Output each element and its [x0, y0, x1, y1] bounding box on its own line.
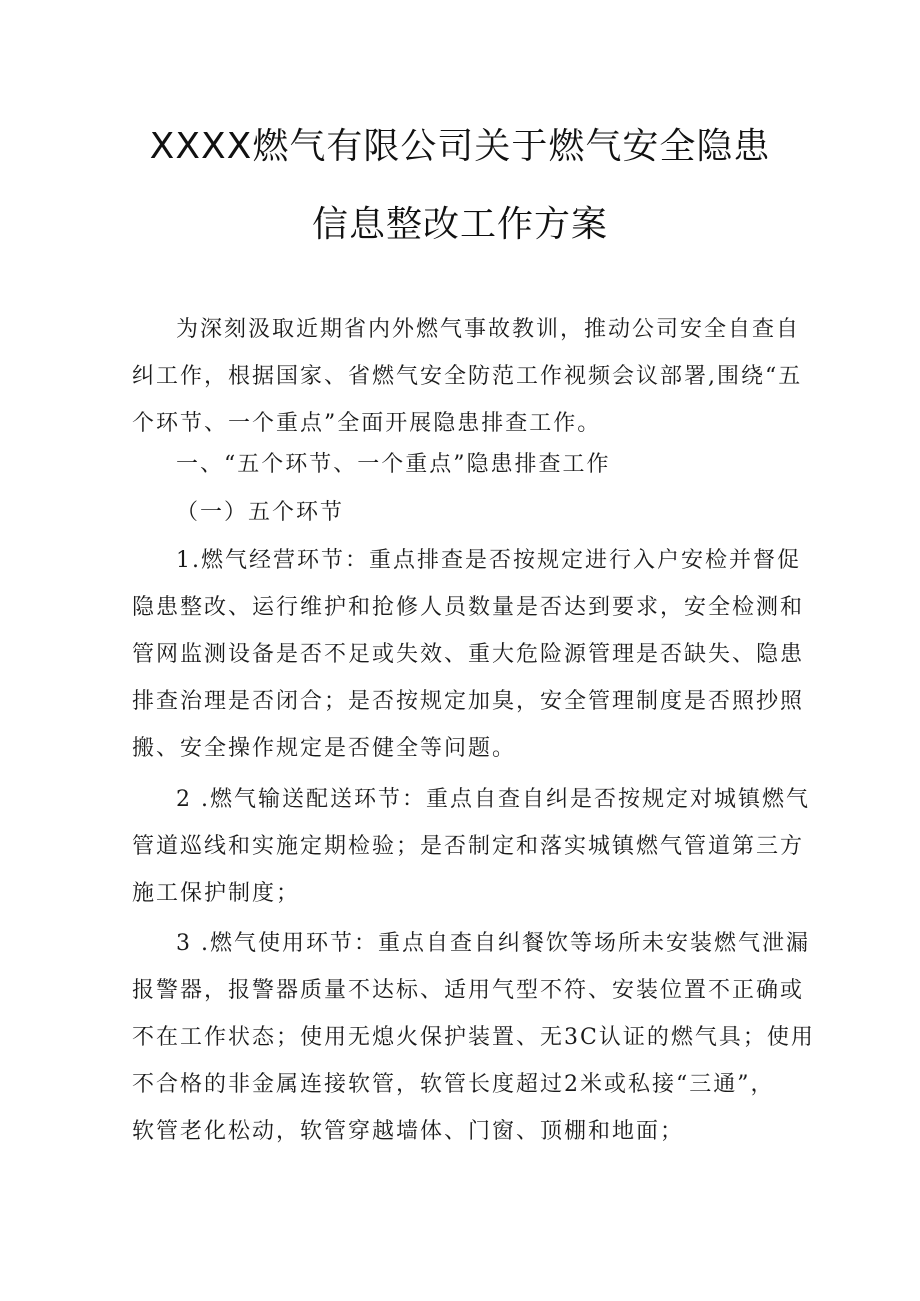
text-line: 管道巡线和实施定期检验；是否制定和落实城镇燃气管道第三方	[132, 834, 805, 859]
text-line: 隐患整改、运行维护和抢修人员数量是否达到要求，安全检测和	[132, 595, 805, 620]
item-1-paragraph	[132, 537, 805, 772]
text-line: 排查治理是否闭合；是否按规定加臭，安全管理制度是否照抄照	[132, 689, 805, 714]
text-line: 1.燃气经营环节：重点排查是否按规定进行入户安检并督促	[176, 548, 801, 573]
text-line: 不合格的非金属连接软管，软管长度超过2米或私接“三通”，	[132, 1072, 775, 1097]
subsection-heading-text: （一）五个环节	[176, 500, 345, 525]
text-line: 软管老化松动，软管穿越墙体、门窗、顶棚和地面；	[132, 1119, 685, 1144]
section-heading-text: 一、“五个环节、一个重点”隐患排查工作	[176, 452, 611, 477]
text-line: 管网监测设备是否不足或失效、重大危险源管理是否缺失、隐患	[132, 642, 805, 667]
intro-paragraph	[132, 306, 803, 447]
text-line: 个环节、一个重点”全面开展隐患排查工作。	[132, 411, 602, 436]
text-line: 搬、安全操作规定是否健全等问题。	[132, 736, 517, 761]
subsection-heading	[132, 489, 792, 536]
text-line: 施工保护制度；	[132, 881, 301, 906]
text-line: 2 .燃气输送配送环节：重点自查自纠是否按规定对城镇燃气	[176, 787, 810, 812]
document-title-line-1: XXXX燃气有限公司关于燃气安全隐患	[149, 126, 771, 167]
document-title-line-2: 信息整改工作方案	[311, 204, 608, 245]
item-2-paragraph	[132, 776, 810, 917]
text-line: 不在工作状态；使用无熄火保护装置、无3C认证的燃气具；使用	[132, 1025, 815, 1050]
text-line: 为深刻汲取近期省内外燃气事故教训，推动公司安全自查自	[176, 317, 801, 342]
text-line: 3 .燃气使用环节：重点自查自纠餐饮等场所未安装燃气泄漏	[176, 931, 810, 956]
text-line: 报警器，报警器质量不达标、适用气型不符、安装位置不正确或	[132, 978, 805, 1003]
text-line: 纠工作，根据国家、省燃气安全防范工作视频会议部署,围绕“五	[132, 364, 803, 389]
item-3-paragraph	[132, 920, 815, 1155]
section-heading	[132, 441, 792, 488]
